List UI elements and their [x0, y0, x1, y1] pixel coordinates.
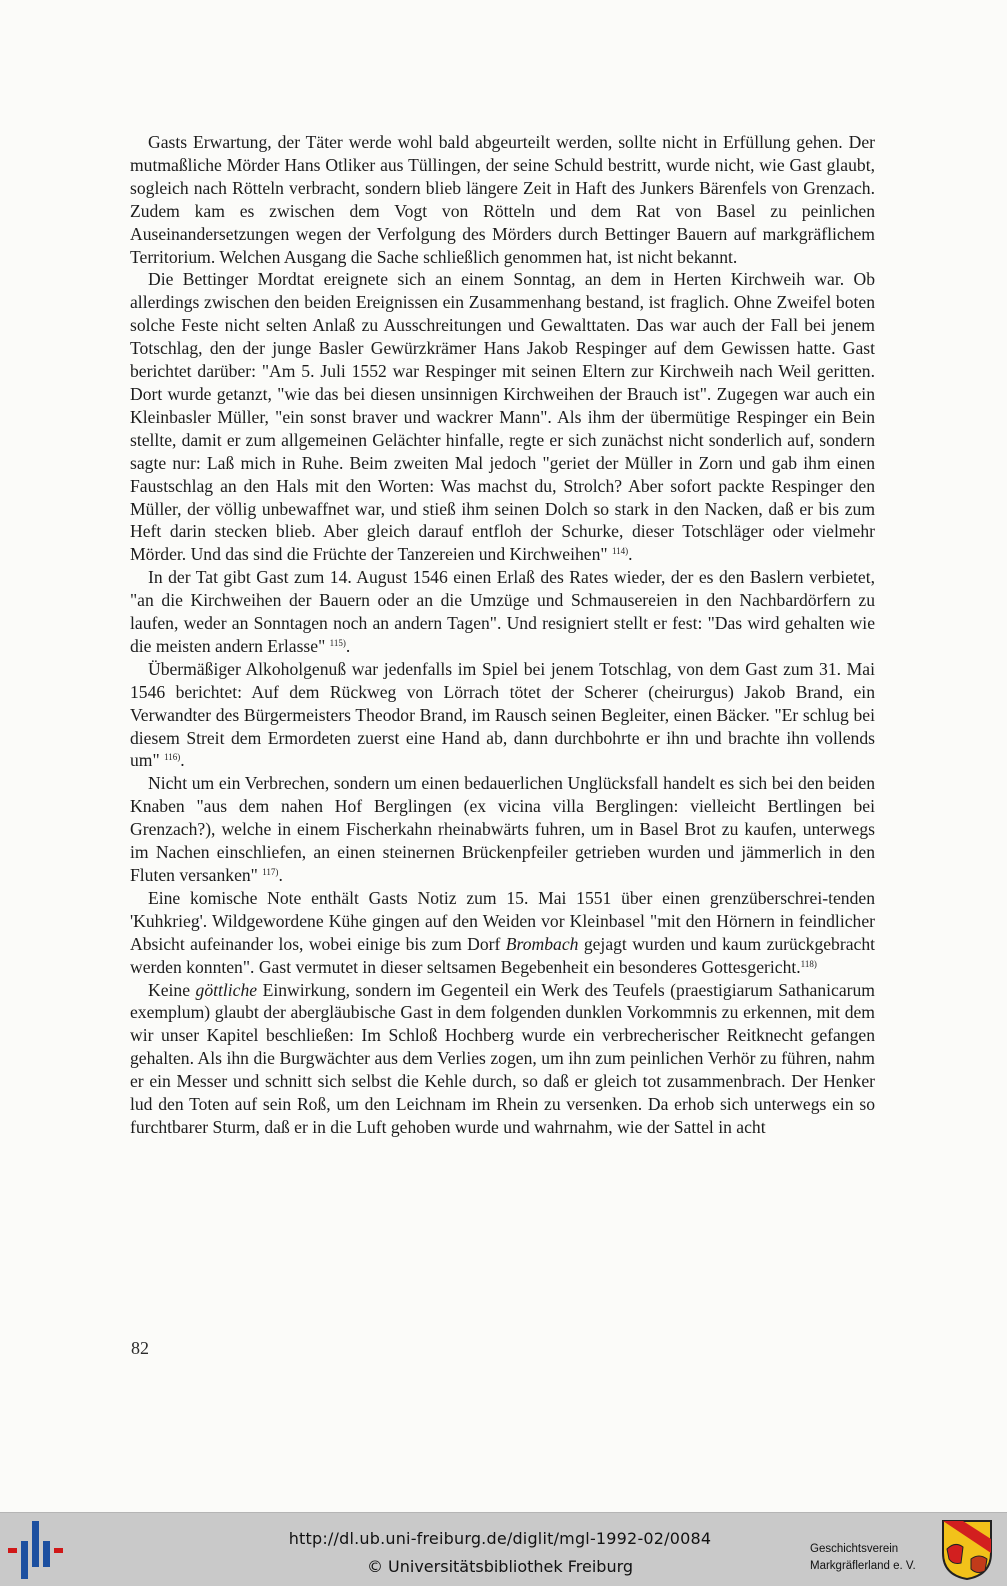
text-run: Eine komische Note enthält Gasts Notiz zum 15. Mai 1551 über einen grenzüberschrei-tenden 'Kuhkrieg'. Wildgewordene Kühe gingen auf den Weiden vor Kleinbasel "mit den Hörnern in feindlicher Absicht aufeinander los, wobei einige bis zum Dorf — [130, 887, 875, 954]
text-run: . — [278, 865, 283, 885]
text-run: Einwirkung, sondern im Gegenteil ein Werk des Teufels (praestigiarum Sathanicarum exemplum) glaubt der abergläubische Gast in dem folgenden dunklen Vorkommnis zu erkennen, mit dem wir unser Kapitel beschließen: Im Schloß Hochberg wurde ein verbrecherischer Reitknecht gefangen gehalten. Als ihn die Burgwächter aus dem Verlies zogen, um ihn zum peinlichen Verhör zu führen, nahm er ein Messer und schnitt sich selbst die Kehle durch, so daß er gleich tot zusammenbrach. Der Henker lud den Toten auf sein Roß, um den Leichnam im Rhein zu versenken. Da erhob sich unterwegs ein so furchtbarer Sturm, daß er in die Luft gehoben wurde und wahrnahm, wie der Sattel in acht — [130, 979, 875, 1137]
text-run: Die Bettinger Mordtat ereignete sich an einem Sonntag, an dem in Herten Kirchweih war. Ob allerdings zwischen den beiden Ereignissen ein Zusammenhang bestand, ist fraglich. Ohne Zweifel boten solche Feste nicht selten Anlaß zu Ausschreitungen und Gewalttaten. Das war auch der Fall bei jenem Totschlag, den der junge Basler Gewürzkrämer Hans Jakob Respinger auf dem Gewissen hatte. Gast berichtet darüber: "Am 5. Juli 1552 war Respinger mit seinen Eltern zur Kirchweih nach Weil geritten. Dort wurde getanzt, "wie das bei diesen unsinnigen Kirchweihen der Brauch ist". Zugegen war auch ein Kleinbasler Müller, "ein sonst braver und wackrer Mann". Als ihm der übermütige Respinger ein Bein stellte, damit er zum allgemeinen Gelächter hinfalle, regte er sich zunächst nicht sonderlich auf, sondern sagte nur: Laß mich in Ruhe. Beim zweiten Mal jedoch "geriet der Müller in Zorn und gab ihm einen Faustschlag an den Hals mit den Worten: Was machst du, Strolch? Aber sofort packte Respinger den Müller, der völlig unbewaffnet war, und stieß ihm seinen Dolch so stark in den Nacken, daß er bis zum Heft darin stecken blieb. Aber gleich darauf entfloh der Schurke, dieser Totschläger oder vielmehr Mörder. Und das sind die Früchte der Tanzereien und Kirchweihen" — [130, 269, 875, 565]
body-text — [130, 131, 875, 1139]
paragraph — [130, 979, 875, 1139]
text-run: Gasts Erwartung, der Täter werde wohl bald abgeurteilt werden, sollte nicht in Erfüllung gehen. Der mutmaßliche Mörder Hans Otliker aus Tüllingen, der seine Schuld bestritt, wurde nicht, wie Gast glaubt, sogleich nach Rötteln verbracht, sondern blieb längere Zeit in Haft des Junkers Bärenfels von Grenzach. Zudem kam es zwischen dem Vogt von Rötteln und dem Rat von Basel zu peinlichen Auseinandersetzungen wegen der Verfolgung des Mörders durch Bettinger Bauern auf markgräflichem Territorium. Welchen Ausgang die Sache schließlich genommen hat, ist nicht bekannt. — [130, 132, 875, 267]
text-run: Keine — [148, 979, 196, 1000]
paragraph — [130, 887, 875, 979]
copyright-text: © Universitätsbibliothek Freiburg — [366, 1557, 634, 1576]
viewer-footer — [0, 1512, 1007, 1586]
footnote-marker: 114) — [611, 546, 629, 557]
italic-text: Brombach — [505, 933, 579, 954]
paragraph — [130, 772, 875, 887]
paragraph — [130, 131, 875, 268]
text-run: . — [345, 635, 351, 656]
footnote-marker: 115) — [329, 637, 346, 648]
text-run: Übermäßiger Alkoholgenuß war jedenfalls im Spiel bei jenem Totschlag, von dem Gast zum 31. Mai 1546 berichtet: Auf dem Rückweg von Lörrach tötet der Scherer (cheirurgus) Jakob Brand, ein Verwandter des Bürgermeisters Theodor Brand, im Rausch seinen Begleiter, einen Bäcker. "Er schlug bei diesem Streit dem Ermordeten zuerst eine Hand ab, dann durchbohrte er ihn und brachte ihn vollends um" — [130, 658, 875, 771]
italic-text: göttliche — [195, 979, 258, 1000]
library-logo-icon — [8, 1521, 68, 1579]
footnote-marker: 116) — [164, 752, 181, 763]
permalink-link[interactable]: http://dl.ub.uni-freiburg.de/diglit/mgl-1992-02/0084 — [288, 1529, 712, 1548]
society-name-line1: Geschichtsverein — [810, 1543, 899, 1555]
text-run: . — [628, 544, 633, 565]
footnote-marker: 117) — [262, 867, 279, 877]
page-number: 82 — [131, 1338, 149, 1358]
society-crest-icon[interactable] — [941, 1519, 993, 1581]
footnote-marker: 118) — [800, 958, 817, 969]
paragraph — [130, 566, 875, 658]
text-run: gejagt wurden und kaum zurückgebracht werden konnten". Gast vermutet in dieser seltsamen Begebenheit ein besonderes Gottesgericht. — [130, 933, 876, 977]
text-run: In der Tat gibt Gast zum 14. August 1546 einen Erlaß des Rates wieder, der es den Baslern verbietet, "an die Kirchweihen der Bauern oder an die Umzüge und Schmausereien in den Nachbardörfern zu laufen, weder an Sonntagen noch an andern Tagen". Und resigniert stellt er fest: "Das wird gehalten wie die meisten andern Erlasse" — [130, 567, 875, 656]
text-run: . — [180, 750, 185, 771]
society-name-line2: Markgräflerland e. V. — [810, 1560, 916, 1572]
paragraph — [130, 658, 875, 773]
paragraph — [130, 268, 875, 566]
text-run: Nicht um ein Verbrechen, sondern um einen bedauerlichen Unglücksfall handelt es sich bei den beiden Knaben "aus dem nahen Hof Berglingen (ex vicina villa Berglingen: vielleicht Bertlingen bei Grenzach?), welche in einem Fischerkahn rheinabwärts fuhren, um in Basel Brot zu kaufen, unterwegs im Nachen einschliefen, an einen steinernen Brückenpfeiler getrieben wurden und jämmerlich in den Fluten versanken" — [130, 773, 875, 885]
